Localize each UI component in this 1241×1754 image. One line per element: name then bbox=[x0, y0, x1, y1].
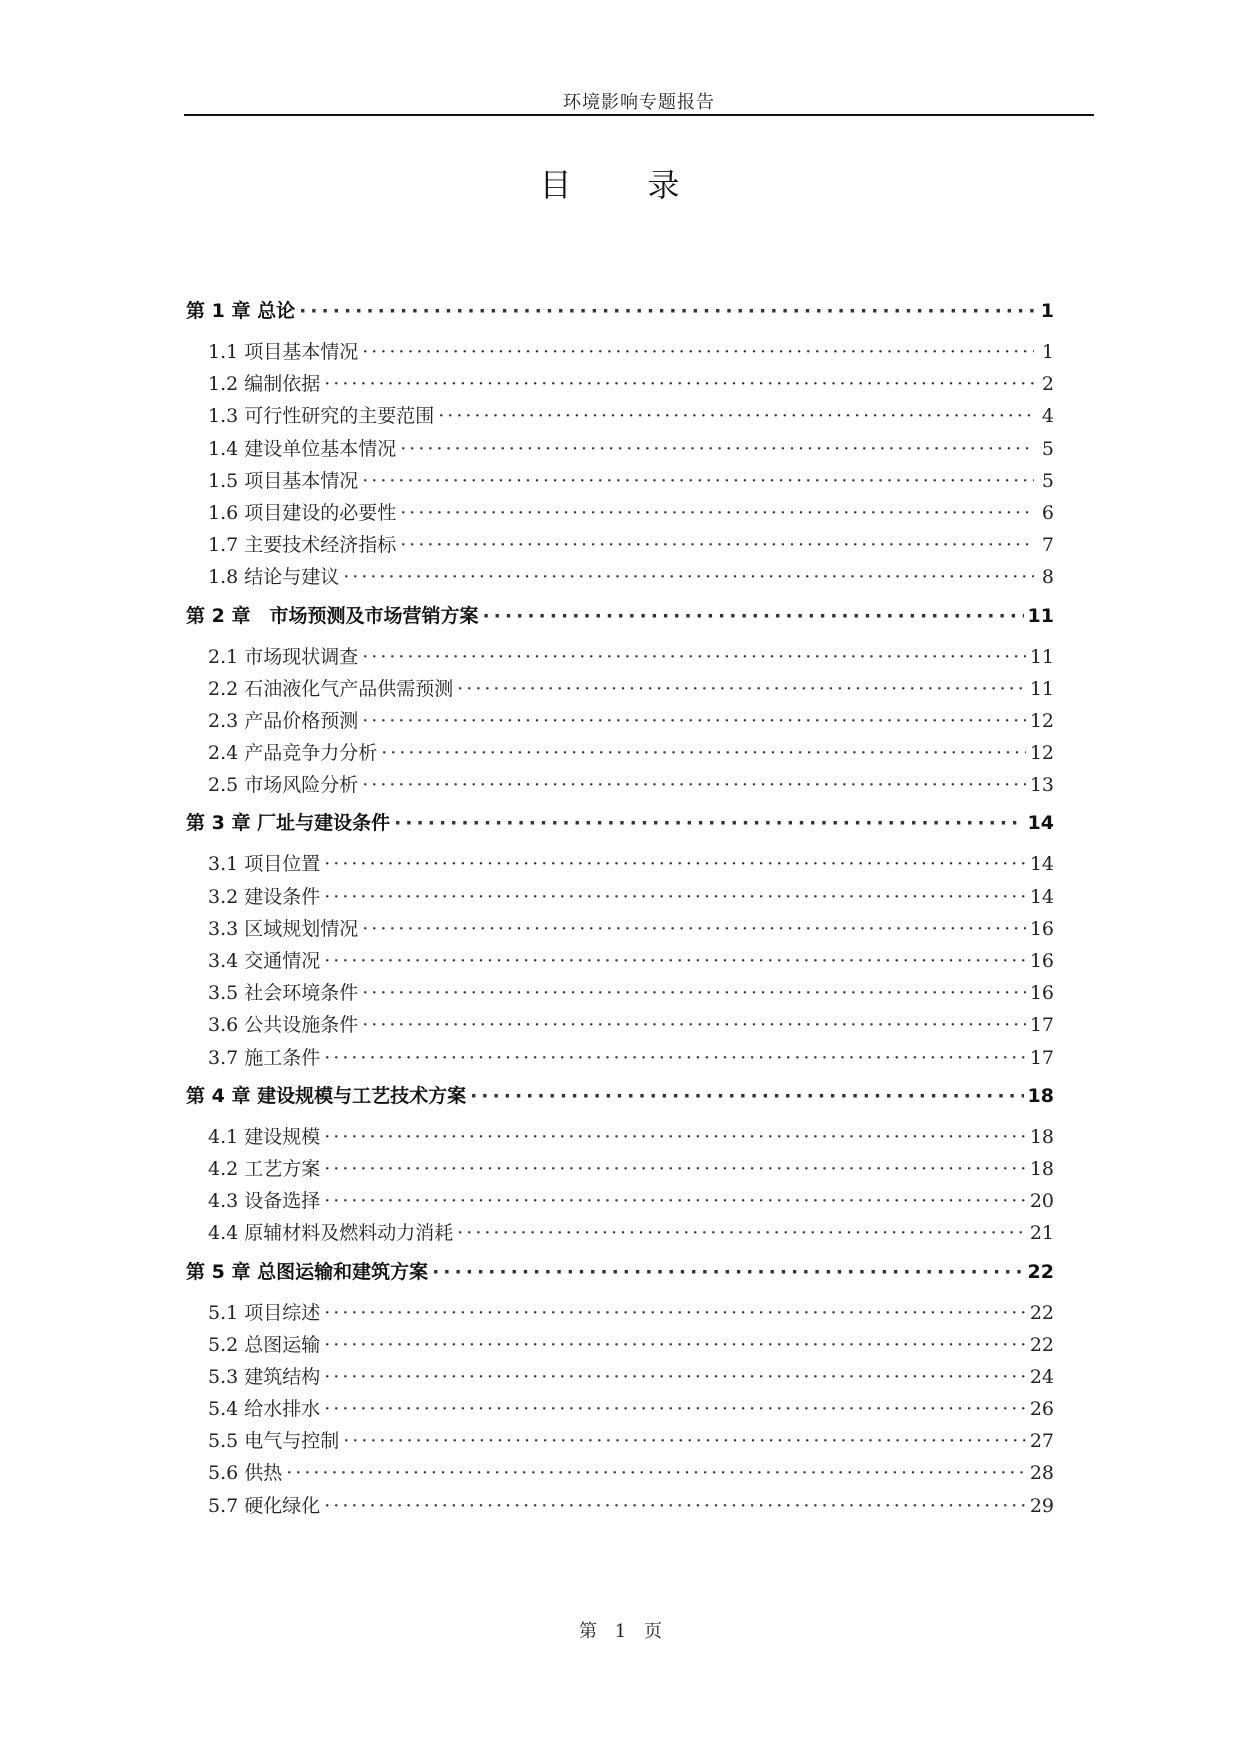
dot-leader bbox=[324, 1366, 1026, 1388]
dot-leader bbox=[343, 1430, 1026, 1452]
toc-section-entry[interactable] bbox=[186, 738, 1054, 770]
table-of-contents bbox=[186, 290, 1054, 1523]
dot-leader bbox=[381, 742, 1026, 764]
toc-entry-page-number: 14 bbox=[1029, 853, 1054, 876]
dot-leader bbox=[324, 1302, 1026, 1324]
toc-entry-page-number: 21 bbox=[1029, 1222, 1054, 1245]
toc-entry-label: 第 2 章 市场预测及市场营销方案 bbox=[186, 604, 479, 627]
toc-entry-page-number: 28 bbox=[1029, 1462, 1054, 1485]
dot-leader bbox=[286, 1462, 1026, 1484]
running-header: 环境影响专题报告 bbox=[563, 92, 715, 113]
toc-entry-page-number: 18 bbox=[1029, 1157, 1054, 1180]
dot-leader bbox=[362, 918, 1026, 940]
toc-entry-label: 4.4 原辅材料及燃料动力消耗 bbox=[208, 1222, 454, 1245]
dot-leader bbox=[324, 886, 1026, 908]
toc-entry-page-number: 24 bbox=[1029, 1365, 1054, 1388]
toc-entry-label: 1.3 可行性研究的主要范围 bbox=[208, 405, 435, 428]
toc-entry-label: 1.7 主要技术经济指标 bbox=[208, 534, 397, 557]
toc-section-entry[interactable] bbox=[186, 674, 1054, 706]
dot-leader bbox=[324, 1398, 1026, 1420]
toc-entry-label: 4.3 设备选择 bbox=[208, 1190, 321, 1213]
toc-section-entry[interactable] bbox=[186, 1330, 1054, 1362]
toc-section-entry[interactable] bbox=[186, 1298, 1054, 1330]
dot-leader bbox=[362, 470, 1034, 492]
dot-leader bbox=[324, 373, 1034, 395]
toc-entry-page-number: 5 bbox=[1041, 469, 1054, 492]
toc-entry-label: 4.1 建设规模 bbox=[208, 1125, 321, 1148]
toc-entry-page-number: 13 bbox=[1029, 774, 1054, 797]
toc-section-entry[interactable] bbox=[186, 770, 1054, 802]
toc-entry-page-number: 27 bbox=[1029, 1430, 1054, 1453]
toc-entry-page-number: 4 bbox=[1041, 405, 1054, 428]
toc-entry-label: 2.4 产品竞争力分析 bbox=[208, 742, 378, 765]
dot-leader bbox=[324, 1047, 1026, 1069]
toc-entry-label: 第 1 章 总论 bbox=[186, 300, 296, 322]
toc-entry-page-number: 12 bbox=[1029, 709, 1054, 732]
toc-section-entry[interactable] bbox=[186, 1394, 1054, 1426]
dot-leader bbox=[362, 774, 1026, 796]
dot-leader bbox=[324, 853, 1026, 875]
toc-section-entry[interactable] bbox=[186, 706, 1054, 738]
toc-entry-label: 3.1 项目位置 bbox=[208, 853, 321, 876]
toc-entry-label: 5.7 硬化绿化 bbox=[208, 1494, 321, 1517]
dot-leader bbox=[324, 950, 1026, 972]
dot-leader bbox=[394, 812, 1023, 834]
toc-section-entry[interactable] bbox=[186, 337, 1054, 369]
toc-section-entry[interactable] bbox=[186, 369, 1054, 401]
toc-section-entry[interactable] bbox=[186, 1362, 1054, 1394]
dot-leader bbox=[324, 1126, 1026, 1148]
toc-entry-label: 5.4 给水排水 bbox=[208, 1398, 321, 1421]
toc-entry-label: 第 5 章 总图运输和建筑方案 bbox=[186, 1260, 429, 1283]
toc-entry-page-number: 11 bbox=[1027, 604, 1054, 627]
toc-entry-page-number: 12 bbox=[1029, 742, 1054, 765]
toc-entry-page-number: 16 bbox=[1029, 950, 1054, 972]
toc-entry-label: 1.8 结论与建议 bbox=[208, 566, 340, 589]
toc-section-entry[interactable] bbox=[186, 498, 1054, 530]
dot-leader bbox=[362, 341, 1034, 363]
toc-entry-label: 第 4 章 建设规模与工艺技术方案 bbox=[186, 1084, 467, 1107]
toc-entry-page-number: 14 bbox=[1029, 885, 1054, 908]
toc-section-entry[interactable] bbox=[186, 1043, 1054, 1075]
toc-entry-page-number: 22 bbox=[1029, 1301, 1054, 1324]
toc-section-entry[interactable] bbox=[186, 1491, 1054, 1523]
toc-entry-page-number: 18 bbox=[1027, 1084, 1054, 1107]
toc-entry-label: 1.1 项目基本情况 bbox=[208, 341, 359, 363]
toc-entry-label: 5.5 电气与控制 bbox=[208, 1430, 340, 1453]
dot-leader bbox=[470, 1085, 1023, 1107]
toc-section-entry[interactable] bbox=[186, 401, 1054, 433]
toc-entry-page-number: 22 bbox=[1027, 1260, 1054, 1283]
toc-entry-label: 1.4 建设单位基本情况 bbox=[208, 437, 397, 460]
toc-entry-label: 2.3 产品价格预测 bbox=[208, 709, 359, 732]
toc-entry-label: 5.2 总图运输 bbox=[208, 1333, 321, 1356]
toc-entry-label: 5.6 供热 bbox=[208, 1462, 283, 1485]
toc-section-entry[interactable] bbox=[186, 1186, 1054, 1218]
toc-section-entry[interactable] bbox=[186, 1426, 1054, 1458]
toc-section-entry[interactable] bbox=[186, 1458, 1054, 1490]
toc-section-entry[interactable] bbox=[186, 1218, 1054, 1250]
toc-section-entry[interactable] bbox=[186, 1010, 1054, 1042]
toc-entry-page-number: 11 bbox=[1029, 677, 1054, 700]
toc-entry-label: 3.6 公共设施条件 bbox=[208, 1014, 359, 1037]
footer-page-number: 1 bbox=[614, 1621, 627, 1642]
dot-leader bbox=[324, 1158, 1026, 1180]
toc-entry-label: 2.2 石油液化气产品供需预测 bbox=[208, 677, 454, 700]
dot-leader bbox=[324, 1190, 1026, 1212]
dot-leader bbox=[362, 710, 1026, 732]
toc-entry-page-number: 18 bbox=[1029, 1125, 1054, 1148]
toc-entry-page-number: 16 bbox=[1029, 982, 1054, 1005]
toc-entry-page-number: 6 bbox=[1041, 501, 1054, 524]
toc-chapter-entry[interactable] bbox=[186, 1081, 1054, 1111]
dot-leader bbox=[400, 534, 1034, 556]
toc-entry-page-number: 1 bbox=[1040, 300, 1054, 322]
toc-section-entry[interactable] bbox=[186, 642, 1054, 674]
toc-entry-label: 1.6 项目建设的必要性 bbox=[208, 501, 397, 524]
dot-leader bbox=[324, 1495, 1026, 1517]
toc-section-entry[interactable] bbox=[186, 530, 1054, 562]
toc-entry-page-number: 16 bbox=[1029, 917, 1054, 940]
toc-entry-page-number: 14 bbox=[1027, 812, 1054, 835]
toc-entry-page-number: 17 bbox=[1029, 1046, 1054, 1069]
toc-section-entry[interactable] bbox=[186, 849, 1054, 881]
footer-suffix: 页 bbox=[643, 1621, 662, 1642]
toc-entry-page-number: 29 bbox=[1029, 1494, 1054, 1517]
toc-section-entry[interactable] bbox=[186, 562, 1054, 594]
header-rule bbox=[184, 114, 1094, 116]
toc-entry-page-number: 20 bbox=[1029, 1190, 1054, 1213]
toc-entry-page-number: 26 bbox=[1029, 1398, 1054, 1421]
dot-leader bbox=[299, 300, 1034, 322]
toc-entry-label: 2.1 市场现状调查 bbox=[208, 645, 359, 668]
dot-leader bbox=[362, 646, 1026, 668]
toc-chapter-entry[interactable] bbox=[186, 808, 1054, 838]
dot-leader bbox=[362, 982, 1026, 1004]
toc-entry-label: 3.5 社会环境条件 bbox=[208, 982, 359, 1005]
dot-leader bbox=[457, 678, 1026, 700]
dot-leader bbox=[457, 1222, 1026, 1244]
toc-section-entry[interactable] bbox=[186, 946, 1054, 978]
toc-entry-page-number: 22 bbox=[1029, 1333, 1054, 1356]
toc-entry-label: 5.1 项目综述 bbox=[208, 1301, 321, 1324]
toc-entry-page-number: 7 bbox=[1041, 534, 1054, 557]
toc-entry-label: 3.3 区域规划情况 bbox=[208, 917, 359, 940]
toc-entry-label: 第 3 章 厂址与建设条件 bbox=[186, 812, 391, 835]
dot-leader bbox=[362, 1014, 1026, 1036]
toc-entry-label: 3.4 交通情况 bbox=[208, 950, 321, 972]
toc-entry-page-number: 5 bbox=[1041, 437, 1054, 460]
toc-entry-label: 4.2 工艺方案 bbox=[208, 1157, 321, 1180]
toc-chapter-entry[interactable] bbox=[186, 1257, 1054, 1287]
toc-entry-page-number: 1 bbox=[1041, 341, 1054, 363]
toc-chapter-entry[interactable] bbox=[186, 601, 1054, 631]
toc-entry-label: 1.5 项目基本情况 bbox=[208, 469, 359, 492]
dot-leader bbox=[432, 1261, 1023, 1283]
dot-leader bbox=[324, 1334, 1026, 1356]
toc-entry-page-number: 17 bbox=[1029, 1014, 1054, 1037]
toc-section-entry[interactable] bbox=[186, 914, 1054, 946]
dot-leader bbox=[482, 605, 1023, 627]
page-footer bbox=[0, 1617, 1241, 1643]
toc-section-entry[interactable] bbox=[186, 978, 1054, 1010]
toc-chapter-entry[interactable] bbox=[186, 296, 1054, 326]
dot-leader bbox=[438, 405, 1034, 427]
toc-section-entry[interactable] bbox=[186, 466, 1054, 498]
dot-leader bbox=[400, 438, 1034, 460]
toc-section-entry[interactable] bbox=[186, 1122, 1054, 1154]
footer-prefix: 第 bbox=[579, 1621, 598, 1642]
page-title: 目 录 bbox=[539, 166, 702, 204]
toc-entry-page-number: 11 bbox=[1029, 645, 1054, 668]
toc-section-entry[interactable] bbox=[186, 882, 1054, 914]
toc-entry-page-number: 2 bbox=[1041, 373, 1054, 396]
toc-entry-label: 3.2 建设条件 bbox=[208, 885, 321, 908]
dot-leader bbox=[400, 502, 1034, 524]
toc-entry-label: 3.7 施工条件 bbox=[208, 1046, 321, 1069]
toc-entry-label: 5.3 建筑结构 bbox=[208, 1365, 321, 1388]
toc-section-entry[interactable] bbox=[186, 1154, 1054, 1186]
dot-leader bbox=[343, 566, 1034, 588]
toc-entry-label: 1.2 编制依据 bbox=[208, 373, 321, 396]
toc-entry-label: 2.5 市场风险分析 bbox=[208, 774, 359, 797]
toc-section-entry[interactable] bbox=[186, 434, 1054, 466]
toc-entry-page-number: 8 bbox=[1041, 566, 1054, 589]
